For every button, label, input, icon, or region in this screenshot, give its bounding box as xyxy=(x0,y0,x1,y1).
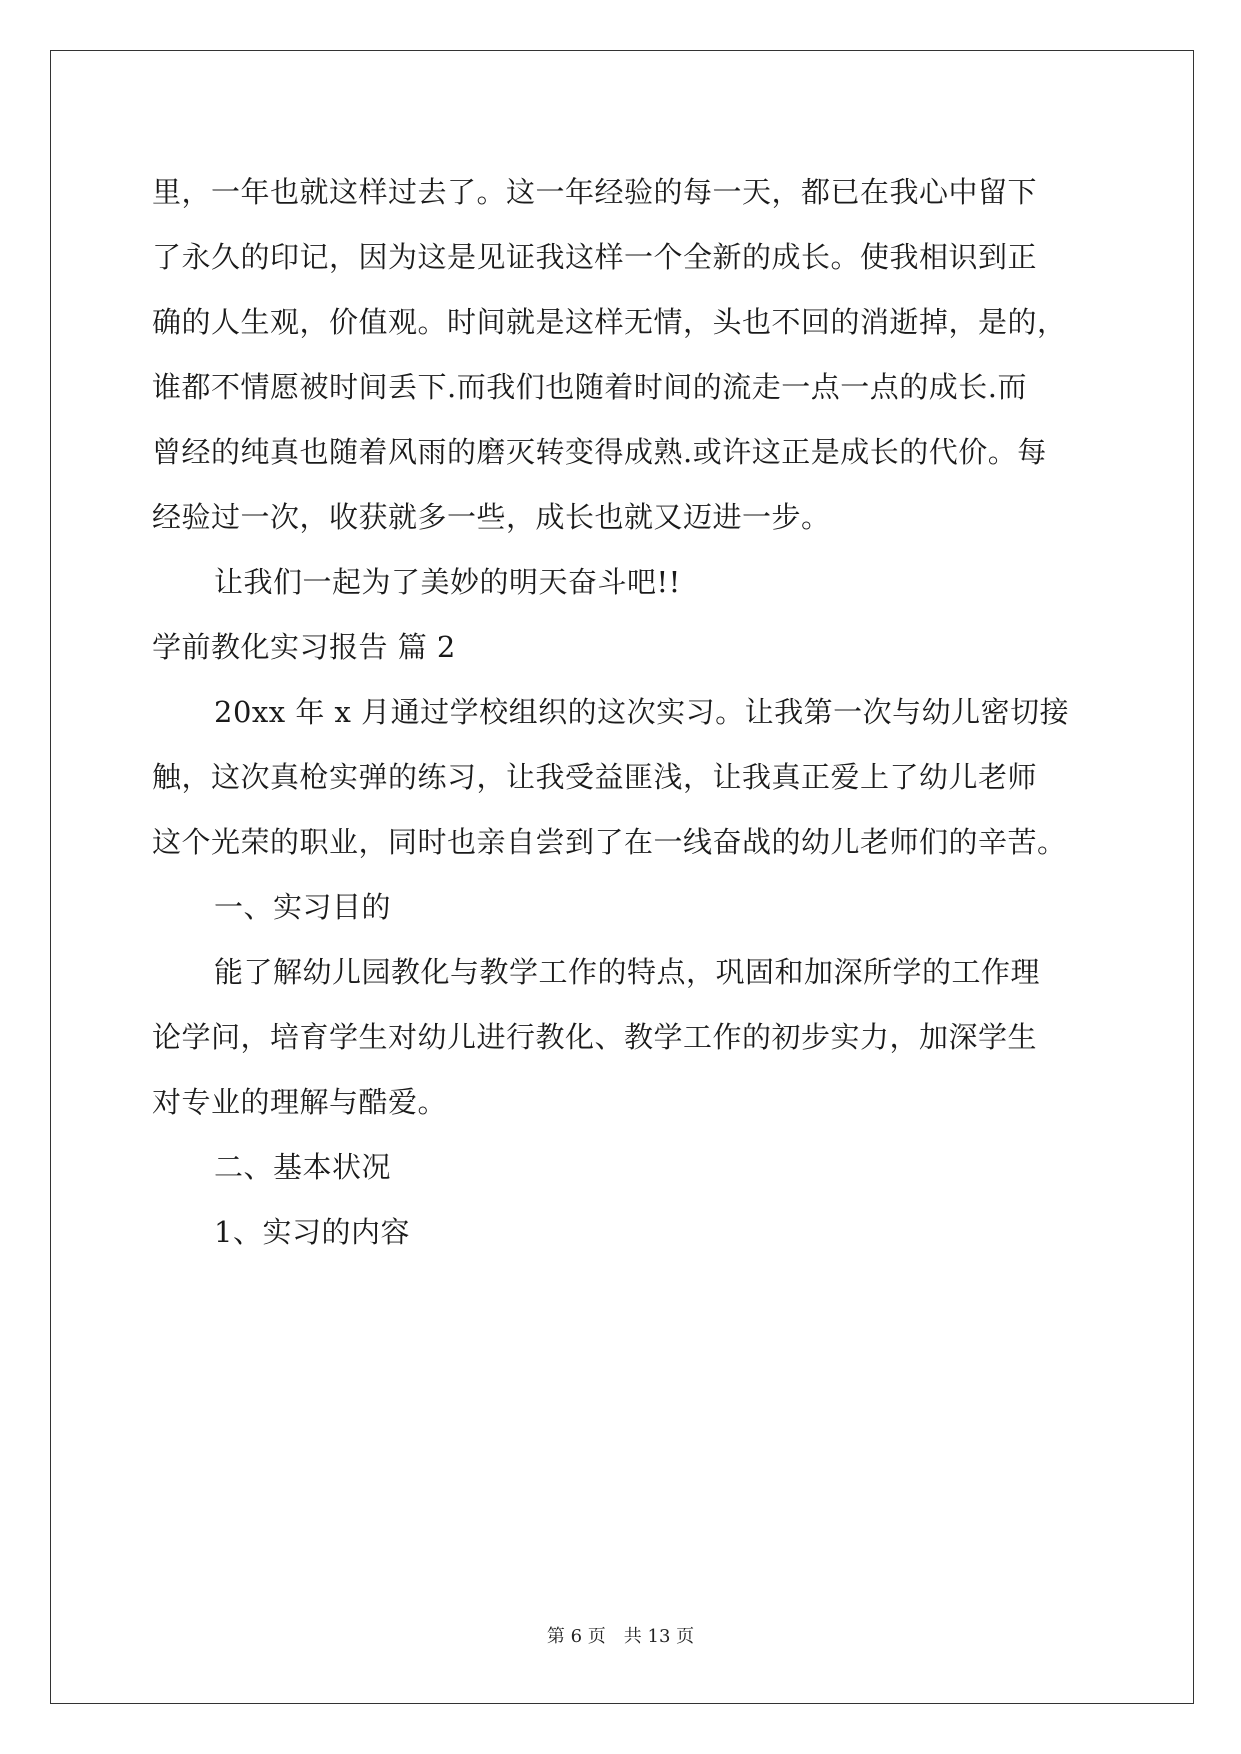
page-number: 第 6 页 xyxy=(546,1626,606,1647)
text-line: 确的人生观，价值观。时间就是这样无情，头也不回的消逝掉，是的， xyxy=(152,305,1067,339)
text-line: 让我们一起为了美妙的明天奋斗吧!! xyxy=(214,565,681,599)
text-line: 经验过一次，收获就多一些，成长也就又迈进一步。 xyxy=(152,500,831,534)
page-footer xyxy=(0,1622,1241,1648)
text-line: 里，一年也就这样过去了。这一年经验的每一天，都已在我心中留下 xyxy=(152,175,1038,209)
text-line: 曾经的纯真也随着风雨的磨灭转变得成熟.或许这正是成长的代价。每 xyxy=(152,435,1047,469)
text-line: 对专业的理解与酷爱。 xyxy=(152,1085,448,1119)
text-line: 论学问，培育学生对幼儿进行教化、教学工作的初步实力，加深学生 xyxy=(152,1020,1038,1054)
text-line: 了永久的印记，因为这是见证我这样一个全新的成长。使我相识到正 xyxy=(152,240,1038,274)
document-body xyxy=(152,160,1092,1265)
subsection-heading: 二、基本状况 xyxy=(214,1150,392,1184)
section-heading: 学前教化实习报告 篇 2 xyxy=(152,630,456,664)
subsection-heading: 一、实习目的 xyxy=(214,890,392,924)
text-line: 能了解幼儿园教化与教学工作的特点，巩固和加深所学的工作理 xyxy=(214,955,1041,989)
text-line: 谁都不情愿被时间丢下.而我们也随着时间的流走一点一点的成长.而 xyxy=(152,370,1027,404)
text-line: 这个光荣的职业，同时也亲自尝到了在一线奋战的幼儿老师们的辛苦。 xyxy=(152,825,1067,859)
page-total: 共 13 页 xyxy=(623,1626,695,1647)
text-line: 触，这次真枪实弹的练习，让我受益匪浅，让我真正爱上了幼儿老师 xyxy=(152,760,1038,794)
text-line: 20xx 年 x 月通过学校组织的这次实习。让我第一次与幼儿密切接 xyxy=(214,695,1070,729)
subsection-heading: 1、实习的内容 xyxy=(214,1215,410,1249)
